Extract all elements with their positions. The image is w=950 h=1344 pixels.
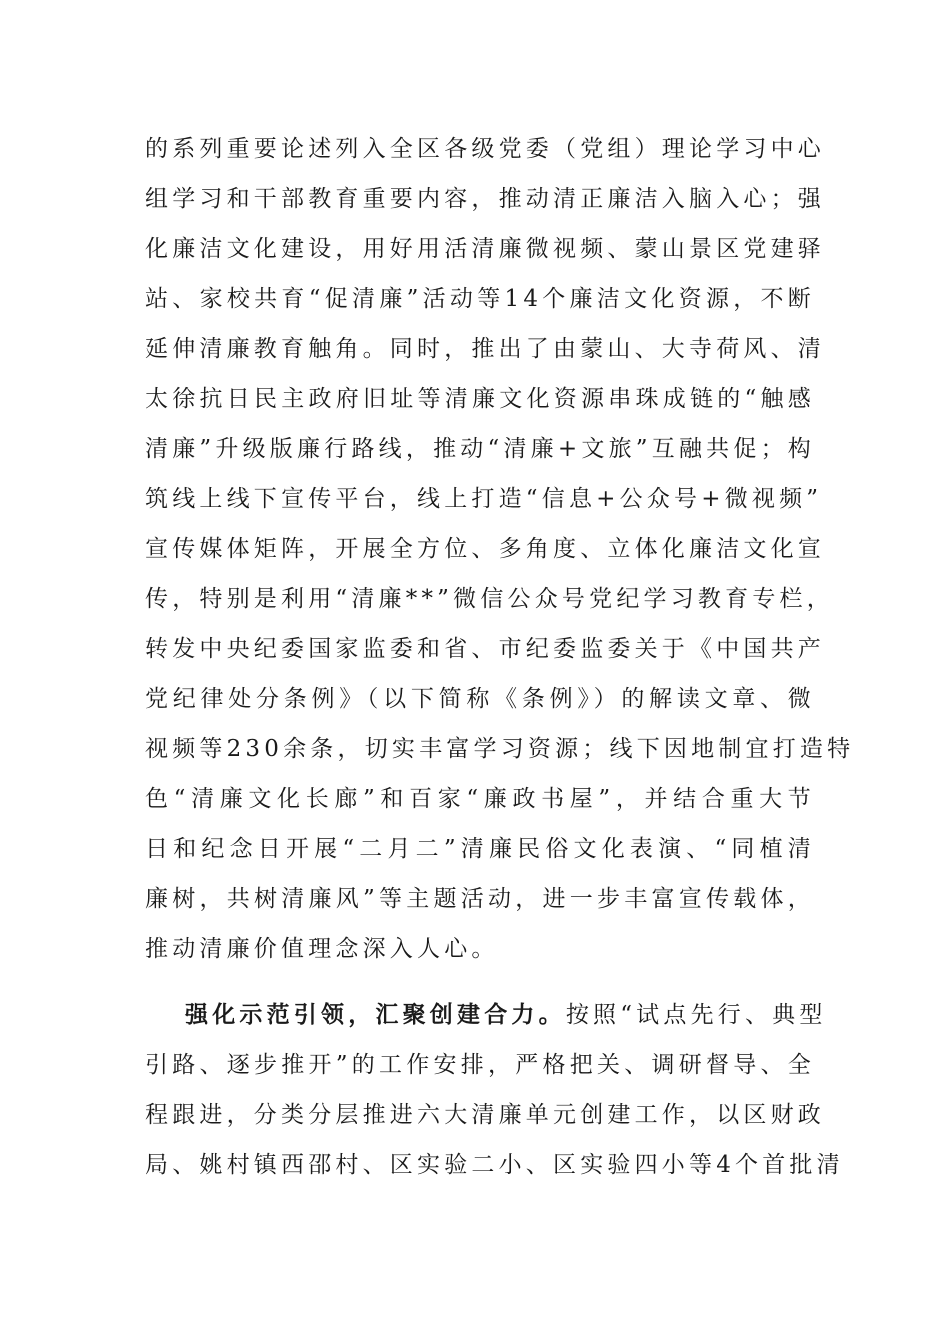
text-line: 日和纪念日开展“二月二”清廉民俗文化表演、“同植清 — [145, 836, 815, 862]
text-line: 廉树，共树清廉风”等主题活动，进一步丰富宣传载体， — [145, 886, 815, 912]
text-line: 程跟进，分类分层推进六大清廉单元创建工作，以区财政 — [145, 1102, 825, 1128]
text-line: 延伸清廉教育触角。同时，推出了由蒙山、大寺荷风、清 — [145, 336, 825, 362]
text-line: 筑线上线下宣传平台，线上打造“信息+公众号+微视频” — [145, 486, 823, 512]
text-run: 按照“试点先行、典型 — [565, 1002, 827, 1028]
text-line: 转发中央纪委国家监委和省、市纪委监委关于《中国共产 — [145, 636, 825, 662]
paragraph-1 — [145, 124, 855, 974]
text-line: 局、姚村镇西邵村、区实验二小、区实验四小等4个首批清 — [145, 1152, 844, 1178]
text-line: 站、家校共育“促清廉”活动等14个廉洁文化资源，不断 — [145, 286, 815, 312]
text-line: 色“清廉文化长廊”和百家“廉政书屋”，并结合重大节 — [145, 786, 815, 812]
section-heading: 强化示范引领，汇聚创建合力。 — [185, 1001, 566, 1028]
text-line: 宣传媒体矩阵，开展全方位、多角度、立体化廉洁文化宣 — [145, 536, 825, 562]
text-line: 太徐抗日民主政府旧址等清廉文化资源串珠成链的“触感 — [145, 386, 815, 412]
text-line: 党纪律处分条例》（以下简称《条例》）的解读文章、微 — [145, 686, 815, 712]
text-line: 的系列重要论述列入全区各级党委（党组）理论学习中心 — [145, 136, 825, 162]
text-line: 化廉洁文化建设，用好用活清廉微视频、蒙山景区党建驿 — [145, 236, 825, 262]
text-line: 组学习和干部教育重要内容，推动清正廉洁入脑入心；强 — [145, 186, 825, 212]
text-line: 清廉”升级版廉行路线，推动“清廉+文旅”互融共促；构 — [145, 436, 815, 462]
document-page — [145, 124, 855, 1190]
text-line: 传，特别是利用“清廉**”微信公众号党纪学习教育专栏， — [145, 586, 834, 612]
text-line: 推动清廉价值理念深入人心。 — [145, 936, 499, 962]
paragraph-spacer — [145, 974, 815, 990]
text-line: 视频等230余条，切实丰富学习资源；线下因地制宜打造特 — [145, 736, 855, 762]
text-line-first — [145, 990, 827, 1040]
text-line: 引路、逐步推开”的工作安排，严格把关、调研督导、全 — [145, 1052, 815, 1078]
paragraph-2 — [145, 990, 844, 1190]
